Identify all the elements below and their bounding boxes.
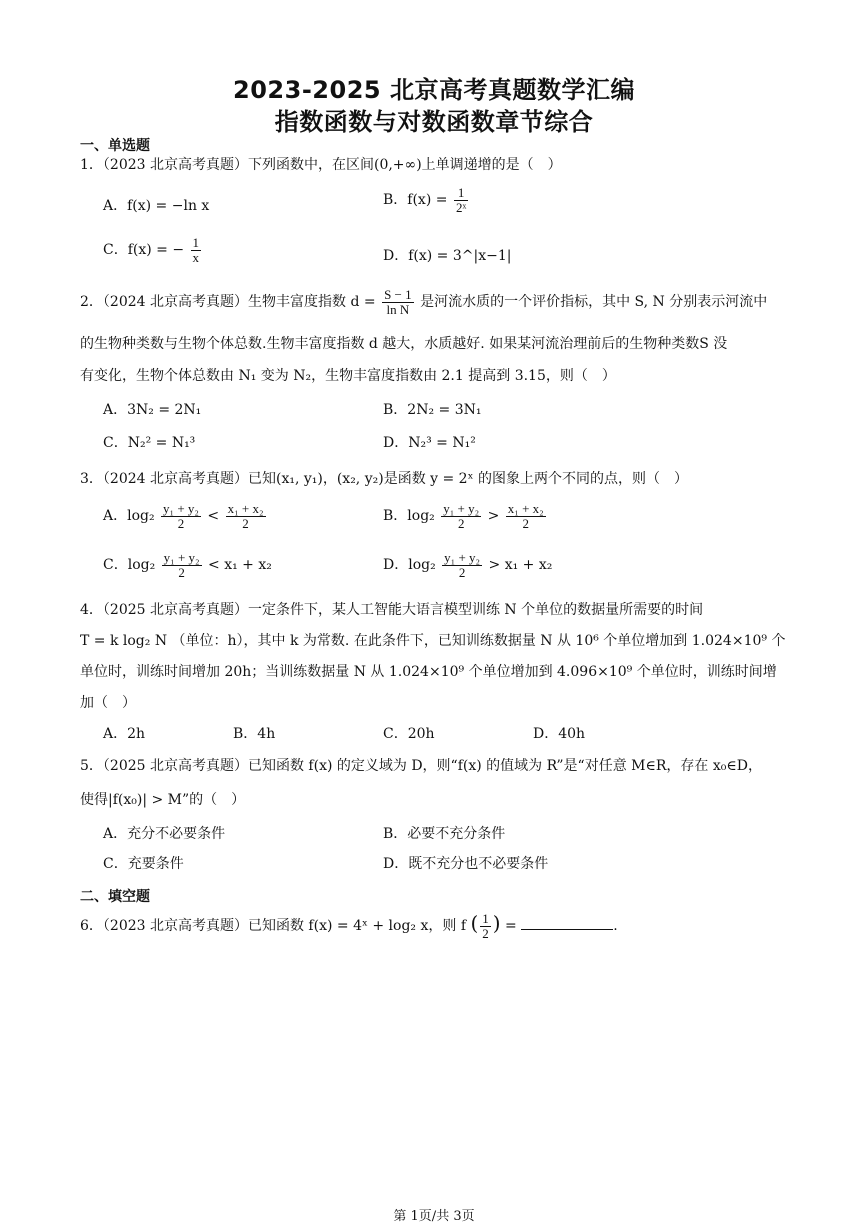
q2-option-c: C．N₂² = N₁³ — [103, 435, 196, 451]
q4-option-d: D．40h — [533, 726, 586, 742]
fraction-numerator: y₁ + y₂ — [444, 550, 481, 565]
q3-option-b — [383, 502, 548, 530]
fraction-denominator: 2 — [177, 515, 185, 531]
q2-option-b: B．2N₂ = 3N₁ — [383, 402, 482, 418]
q2-d-eq: d = — [350, 294, 376, 311]
q2-option-a: A．3N₂ = 2N₁ — [103, 402, 202, 418]
fraction-denominator: 2 — [178, 564, 185, 580]
q5-option-d: D．既不充分也不必要条件 — [383, 856, 549, 872]
q3-option-d — [383, 551, 552, 579]
fraction-numerator: S − 1 — [384, 287, 412, 302]
fraction-denominator: 2 — [522, 515, 529, 531]
q3-b-fraction-y — [441, 502, 481, 530]
q5-option-b: B．必要不充分条件 — [383, 826, 506, 842]
page-footer: 第 1页/共 3页 — [393, 1209, 475, 1224]
question-4-stem-line3: 单位时，训练时间增加 20h；当训练数据量 N 从 1.024×10⁹ 个单位增加到 4.096×10⁹ 个单位时，训练时间增 — [80, 664, 777, 680]
q1-option-c-fraction — [191, 236, 202, 264]
q4-option-a: A．2h — [103, 726, 146, 742]
q2-intro: 2．（2024 北京高考真题）生物丰富度指数 — [80, 294, 346, 311]
q3-d-rhs: > x₁ + x₂ — [488, 557, 553, 574]
question-6-stem — [80, 912, 808, 940]
q3-c-rhs: < x₁ + x₂ — [208, 557, 272, 574]
q2-formula-fraction — [382, 288, 414, 316]
fraction-denominator: 2 — [242, 515, 249, 531]
q1-option-d: D．f(x) = 3^|x−1| — [383, 248, 512, 264]
q3-a-fraction-y — [161, 502, 201, 530]
q3-d-fraction-y — [442, 551, 482, 579]
q5-option-a: A．充分不必要条件 — [103, 826, 226, 842]
fraction-denominator: 2 — [482, 925, 489, 941]
question-3-stem: 3．（2024 北京高考真题）已知(x₁, y₁)，(x₂, y₂)是函数 y = 2ˣ 的图象上两个不同的点，则（ ） — [80, 471, 688, 487]
question-2-stem-line3: 有变化，生物个体总数由 N₁ 变为 N₂，生物丰富度指数由 2.1 提高到 3.15，则（ ） — [80, 368, 616, 384]
q6-fraction — [480, 912, 491, 940]
fraction-numerator: x₁ + x₂ — [507, 501, 544, 516]
q6-paren-left: ( — [470, 911, 479, 936]
q4-option-b: B．4h — [233, 726, 276, 742]
question-5-stem-line1: 5．（2025 北京高考真题）已知函数 f(x) 的定义域为 D，则“f(x) 的值域为 R”是“对任意 M∈R，存在 x₀∈D， — [80, 758, 762, 774]
q3-option-a — [103, 502, 268, 530]
q3-b-fraction-x — [506, 502, 546, 530]
fraction-denominator: 2 — [458, 564, 466, 580]
fraction-numerator: x₁ + x₂ — [227, 501, 264, 516]
q1-option-b-label: B．f(x) = — [383, 192, 448, 209]
question-4-stem-line4: 加（ ） — [80, 695, 136, 711]
q2-option-d: D．N₂³ = N₁² — [383, 435, 476, 451]
q1-option-b — [383, 186, 470, 214]
q2-intro-cont: 是河流水质的一个评价指标，其中 S, N 分别表示河流中 — [420, 294, 768, 311]
q4-option-c: C．20h — [383, 726, 435, 742]
q3-c-fraction-y — [162, 551, 202, 579]
q6-period: . — [613, 918, 618, 935]
q3-a-op: < — [207, 508, 220, 525]
fraction-numerator: y₁ + y₂ — [163, 550, 200, 565]
fraction-numerator: y₁ + y₂ — [163, 501, 199, 516]
question-4-stem-line2: T = k log₂ N （单位：h），其中 k 为常数. 在此条件下，已知训练数据量 N 从 10⁶ 个单位增加到 1.024×10⁹ 个 — [80, 633, 786, 649]
q1-option-a: A．f(x) = −ln x — [103, 198, 210, 214]
q1-option-c-label: C．f(x) = − — [103, 242, 185, 259]
fraction-denominator: 2ˣ — [455, 199, 467, 215]
question-2-stem-line1 — [80, 288, 808, 316]
fraction-numerator: 1 — [454, 186, 468, 201]
fraction-denominator: x — [192, 249, 200, 265]
q3-b-op: > — [487, 508, 500, 525]
doc-title: 2023-2025 北京高考真题数学汇编 — [233, 76, 635, 104]
section-single-choice: 一、单选题 — [80, 138, 150, 154]
fraction-denominator: ln N — [386, 301, 410, 317]
fraction-numerator: 1 — [482, 911, 489, 926]
fraction-numerator: 1 — [192, 235, 200, 250]
question-1-stem: 1．（2023 北京高考真题）下列函数中，在区间(0,+∞)上单调递增的是（ ） — [80, 157, 562, 173]
fraction-denominator: 2 — [457, 515, 465, 531]
q3-option-c — [103, 551, 272, 579]
q6-paren-right: ) — [492, 911, 501, 936]
q3-b-log: B．log₂ — [383, 508, 435, 525]
question-5-stem-line2: 使得|f(x₀)| > M”的（ ） — [80, 792, 246, 808]
q6-text: 6．（2023 北京高考真题）已知函数 f(x) = 4ˣ + log₂ x，则 f — [80, 918, 466, 935]
q5-option-c: C．充要条件 — [103, 856, 184, 872]
section-fill-in: 二、填空题 — [80, 889, 150, 905]
question-2-stem-line2: 的生物种类数与生物个体总数.生物丰富度指数 d 越大，水质越好. 如果某河流治理前后的生物种类数S 没 — [80, 336, 728, 352]
q3-a-fraction-x — [226, 502, 266, 530]
q3-d-log: D．log₂ — [383, 557, 436, 574]
doc-subtitle: 指数函数与对数函数章节综合 — [274, 108, 594, 136]
question-4-stem-line1: 4．（2025 北京高考真题）一定条件下，某人工智能大语言模型训练 N 个单位的数据量所需要的时间 — [80, 602, 704, 618]
fraction-numerator: y₁ + y₂ — [443, 501, 480, 516]
q3-c-log: C．log₂ — [103, 557, 156, 574]
q1-option-b-fraction — [454, 186, 468, 214]
answer-blank[interactable] — [521, 915, 613, 930]
q6-equals: = — [505, 918, 517, 935]
q1-option-c — [103, 236, 203, 264]
q3-a-log: A．log₂ — [103, 508, 155, 525]
